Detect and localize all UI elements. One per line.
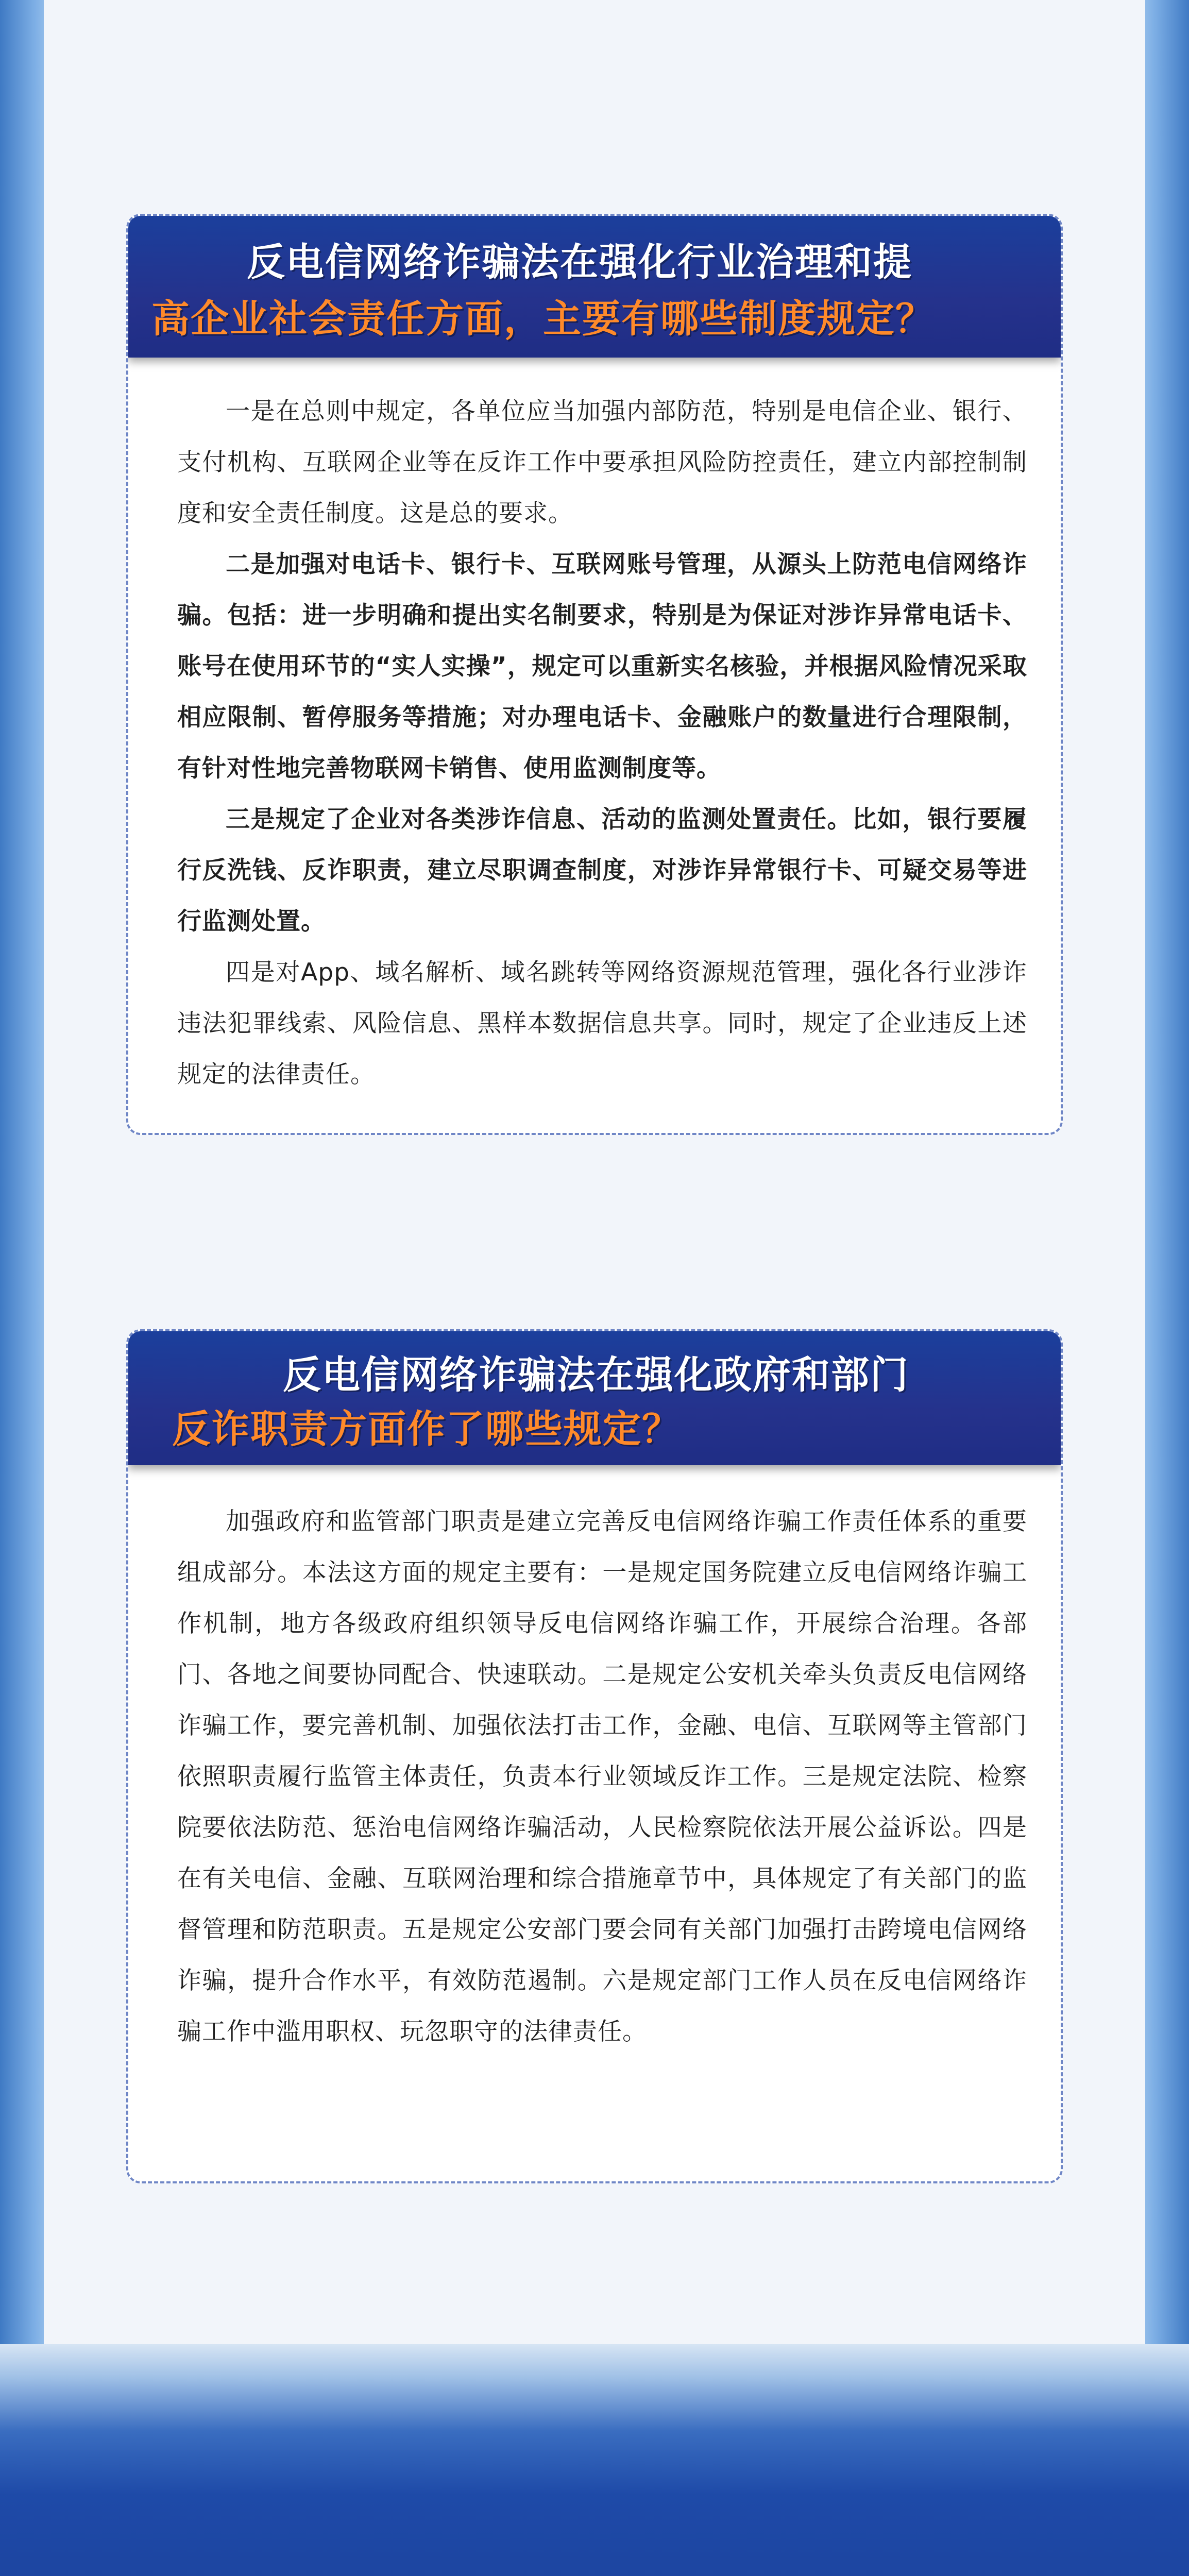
card-title-line2: 高企业社会责任方面，主要有哪些制度规定？: [151, 297, 935, 341]
card-title-line1: 反电信网络诈骗法在强化行业治理和提: [247, 240, 912, 284]
card-header: [128, 216, 1061, 358]
card-body: [177, 386, 1027, 1100]
paragraph-4: 四是对App、域名解析、域名跳转等网络资源规范管理，强化各行业涉诈违法犯罪线索、风险信息、黑样本数据信息共享。同时，规定了企业违反上述规定的法律责任。: [177, 958, 1027, 1089]
card-title-line1: 反电信网络诈骗法在强化政府和部门: [283, 1353, 909, 1397]
qa-card-industry-governance: [126, 214, 1063, 1135]
paragraph-1: 加强政府和监管部门职责是建立完善反电信网络诈骗工作责任体系的重要组成部分。本法这方面的规定主要有：一是规定国务院建立反电信网络诈骗工作机制，地方各级政府组织领导反电信网络诈骗工作，开展综合治理。各部门、各地之间要协同配合、快速联动。二是规定公安机关牵头负责反电信网络诈骗工作，要完善机制、加强依法打击工作，金融、电信、互联网等主管部门依照职责履行监管主体责任，负责本行业领域反诈工作。三是规定法院、检察院要依法防范、惩治电信网络诈骗活动，人民检察院依法开展公益诉讼。四是在有关电信、金融、互联网治理和综合措施章节中，具体规定了有关部门的监督管理和防范职责。五是规定公安部门要会同有关部门加强打击跨境电信网络诈骗，提升合作水平，有效防范遏制。六是规定部门工作人员在反电信网络诈骗工作中滥用职权、玩忽职守的法律责任。: [177, 1507, 1027, 2046]
footer-decoration: [0, 2344, 1189, 2576]
content-panel: [44, 0, 1145, 2344]
paragraph-3: 三是规定了企业对各类涉诈信息、活动的监测处置责任。比如，银行要履行反洗钱、反诈职责，建立尽职调查制度，对涉诈异常银行卡、可疑交易等进行监测处置。: [177, 805, 1027, 936]
qa-card-government-duties: [126, 1329, 1063, 2183]
paragraph-1: 一是在总则中规定，各单位应当加强内部防范，特别是电信企业、银行、支付机构、互联网企业等在反诈工作中要承担风险防控责任，建立内部控制制度和安全责任制度。这是总的要求。: [177, 397, 1027, 528]
card-title-line2: 反诈职责方面作了哪些规定？: [172, 1407, 681, 1451]
card-body: [177, 1496, 1027, 2057]
card-header: [128, 1331, 1061, 1465]
paragraph-2: 二是加强对电话卡、银行卡、互联网账号管理，从源头上防范电信网络诈骗。包括：进一步明确和提出实名制要求，特别是为保证对涉诈异常电话卡、账号在使用环节的“实人实操”，规定可以重新实名核验，并根据风险情况采取相应限制、暂停服务等措施；对办理电话卡、金融账户的数量进行合理限制，有针对性地完善物联网卡销售、使用监测制度等。: [177, 550, 1027, 783]
